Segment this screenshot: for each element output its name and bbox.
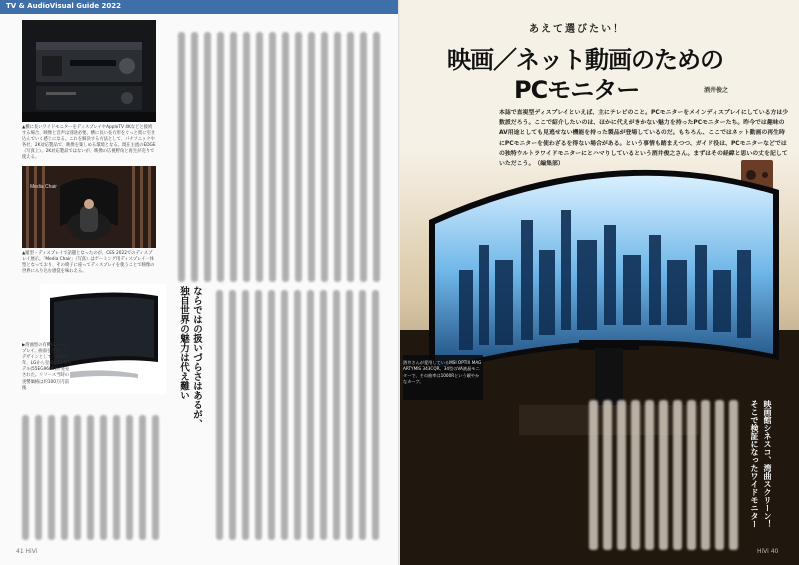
body-text-column [645,400,654,550]
header-band [0,0,399,14]
svg-text:Media Chair: Media Chair [30,184,57,190]
body-text-column [346,290,353,540]
body-text-column [659,400,668,550]
kicker: あえて選びたい！ [529,24,625,35]
pull-quote-line-1: ならではの扱いづらさはあるが、 [191,286,202,429]
body-text-column [321,32,328,282]
body-text-column [729,400,738,550]
body-text-column [139,415,146,540]
spine-gutter [398,0,400,565]
body-text-column [204,32,211,282]
body-text-column [347,32,354,282]
body-text-column [152,415,159,540]
body-text-column [282,32,289,282]
body-text-column [216,290,223,540]
body-text-column [74,415,81,540]
article-title-line-2: PCモニター [514,76,640,104]
body-text-column [22,415,29,540]
page-number-left: 41 HiVi [16,548,38,555]
lead-paragraph: 本誌で直視型ディスプレイといえば、主にテレビのこと。PCモニターをメインディスプレイにしている方は少数派だろう。ここで紹介したいのは、ほかに代えがきかない魅力を持ったPCモニターたち。昨今では趣味のAV用途としても見逃せない機能を持った製品が登場しているのだ。もちろん、ここではネット動画の再生時にPCモニターを使わざるを得ない場合がある。という事情も踏まえつつ、ガイド役は、PCモニターなどではの独特ウルトラワイドモニターにとハマりしているという酒井俊之さん。まずはその経緯と思いの丈を記していただこう。（編集部） [499,110,789,168]
body-text-column [360,32,367,282]
body-text-column [673,400,682,550]
body-text-column [603,400,612,550]
body-text-column [294,290,301,540]
body-text-column [281,290,288,540]
body-text-column [191,32,198,282]
author: 酒井俊之 [704,87,729,94]
body-text-column [229,290,236,540]
body-text-column [178,32,185,282]
body-text-column [256,32,263,282]
body-text-column [61,415,68,540]
body-text-column [320,290,327,540]
media-chair-photo [22,166,156,248]
page-number-right: HiVi 40 [757,548,779,555]
body-text-column [334,32,341,282]
body-text-column [617,400,626,550]
body-text-column [35,415,42,540]
av-photo-caption: ▲横に長いワイドモニターをディスプレイやAppleTV 4Kなどと接続する場合、映像と音声は別途必要。横に長い長方形をぐっと奥に引き込んでいく感じになる。これを解決する方法として、パナソニックや各社、2K対応製品で、映像を楽しめる環境となる。現在主流のEDGE（写真上）。2K対応製品ではないが、映像の広視野角と再生が売りで使える。 [22,125,156,161]
body-text-column [373,32,380,282]
body-text-column [113,415,120,540]
body-text-column [126,415,133,540]
body-text-column [295,32,302,282]
body-text-column [589,400,598,550]
section-heading-line-2: そこで検証になったワイドモニター [750,400,759,528]
body-text-column [269,32,276,282]
left-page [0,0,399,565]
body-text-column [687,400,696,550]
right-page [399,0,799,565]
guide-title: TV & AudioVisual Guide 2022 [6,2,122,10]
body-text-column [631,400,640,550]
body-text-column [100,415,107,540]
article-title-line-1: 映画／ネット動画のための [447,46,723,74]
body-text-column [48,415,55,540]
body-text-column [715,400,724,550]
av-equipment-photo [22,20,156,122]
media-chair-caption: ▲縦型・ディスプレイで話題となったのが、CES 2022でのディスプレイ展示。「Media Chair」（写真）はゲーミング用ディスプレイ一体型となっており、その椅子に座ってディスプレイを使うことで映像の世界に入り込む感覚を味わえる。 [22,251,155,275]
body-text-column [701,400,710,550]
body-text-column [242,290,249,540]
body-text-column [268,290,275,540]
body-text-column [243,32,250,282]
section-heading-line-1: 映画館シネスコ、湾曲スクリーン！ [763,400,772,528]
body-text-column [333,290,340,540]
oled-tv-caption: ▶湾曲型の有機ELディスプレイ。曲面を活かしたデザインとして、2016年、LGから登場。55型モデル(55EG9600)が発売された。リリース当時の実勢価格は約100万円前後 [22,343,72,391]
body-text-column [359,290,366,540]
body-text-column [372,290,379,540]
body-text-column [217,32,224,282]
body-text-column [87,415,94,540]
body-text-column [255,290,262,540]
ultrawide-monitor-photo [399,150,799,565]
body-text-column [307,290,314,540]
body-text-column [230,32,237,282]
photo-caption: 酒井さんが愛用しているMSI OPTIX MAG ARTYMIS 343CQR。34型のVA液晶モニターで、その曲率は1000Rという緩やかなカーブ。 [403,360,482,384]
body-text-column [308,32,315,282]
pull-quote-line-2: 独自世界の魅力は代え難い [178,286,189,400]
